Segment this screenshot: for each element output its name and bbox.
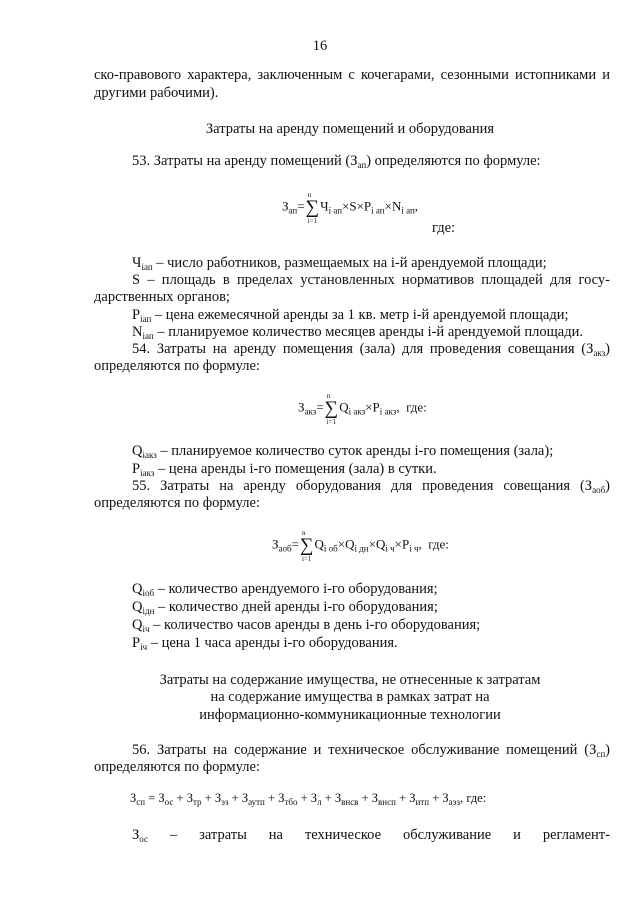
page-number: 16	[312, 38, 328, 54]
paragraph-56-line-1: 56. Затраты на содержание и техническое обслуживание помещений $(З_{сп})$	[132, 742, 610, 759]
section-heading-maintenance-1: Затраты на содержание имущества, не отнесенные к затратам	[159, 672, 541, 688]
def-55-2: $Q_{iч}$ – количество часов аренды в день i-го оборудования;	[132, 617, 481, 634]
sum-symbol: ∑ n i=1	[299, 529, 314, 563]
def-53-3: $P_{iап}$ – цена ежемесячной аренды за 1 кв. метр i-й арендуемой площади;	[132, 307, 569, 324]
sum-symbol: ∑ n i=1	[324, 392, 339, 426]
last-line: $З_{ос}$ – затраты на техническое обслуживание и регламент-	[132, 827, 610, 844]
intro-line-2: другими рабочими).	[94, 85, 219, 101]
section-heading-maintenance-3: информационно-коммуникационные технологии	[199, 707, 501, 723]
sum-symbol: ∑ n i=1	[305, 191, 320, 225]
section-heading-rent: Затраты на аренду помещений и оборудования	[205, 121, 495, 137]
section-heading-maintenance-2: на содержание имущества в рамках затрат на	[210, 689, 490, 705]
paragraph-54-line-1: 54. Затраты на аренду помещения (зала) для проведения совещания $(З_{акз})$	[132, 341, 610, 358]
formula-53: $З_{ап}=\sum$ n i=1 $Ч_{i ап}\times S\times P_{i ап}\times N_{i ап}$,	[282, 191, 419, 225]
def-54-1: $P_{iакз}$ – цена аренды i-го помещения (зала) в сутки.	[132, 461, 437, 478]
def-53-2: дарственных органов;	[94, 289, 230, 305]
def-55-3: $P_{iч}$ – цена 1 часа аренды i-го оборудования.	[132, 635, 398, 652]
paragraph-56-line-2: определяются по формуле:	[94, 759, 260, 775]
def-55-1: $Q_{iдн}$ – количество дней аренды i-го оборудования;	[132, 599, 438, 616]
def-53-4: $N_{iап}$ – планируемое количество месяцев аренды i-й арендуемой площади.	[132, 324, 583, 341]
def-53-1: S – площадь в пределах установленных нормативов площадей для госу-	[132, 272, 610, 288]
paragraph-54-line-2: определяются по формуле:	[94, 358, 260, 374]
paragraph-55-line-1: 55. Затраты на аренду оборудования для проведения совещания $(З_{аоб})$	[132, 478, 610, 495]
formula-53-where: где:	[432, 220, 456, 236]
intro-line-1: ско-правового характера, заключенным с кочегарами, сезонными истопниками и	[94, 67, 610, 83]
def-55-0: $Q_{iоб}$ – количество арендуемого i-го оборудования;	[132, 581, 438, 598]
paragraph-55-line-2: определяются по формуле:	[94, 495, 260, 511]
formula-54: $З_{акз}=\sum$ n i=1 $Q_{i акз}\times P_{i акз}$, где:	[298, 392, 427, 426]
formula-56: $З_{сп} = З_{ос} + З_{тр} + З_{эз} + З_{аутп} + З_{тбо} + З_л + З_{внсв} + З_{внсп} + З_{итп} + З_{аэз}$, где:	[130, 791, 487, 807]
formula-55: $З_{аоб}=\sum$ n i=1 $Q_{i об}\times Q_{i дн}\times Q_{i ч}\times P_{i ч}$, где:	[272, 529, 449, 563]
def-53-0: $Ч_{iап}$ – число работников, размещаемых на i-й арендуемой площади;	[132, 255, 547, 272]
paragraph-53: 53. Затраты на аренду помещений $(З_{ап})$ определяются по формуле:	[132, 153, 541, 170]
def-54-0: $Q_{iакз}$ – планируемое количество суток аренды i-го помещения (зала);	[132, 443, 554, 460]
